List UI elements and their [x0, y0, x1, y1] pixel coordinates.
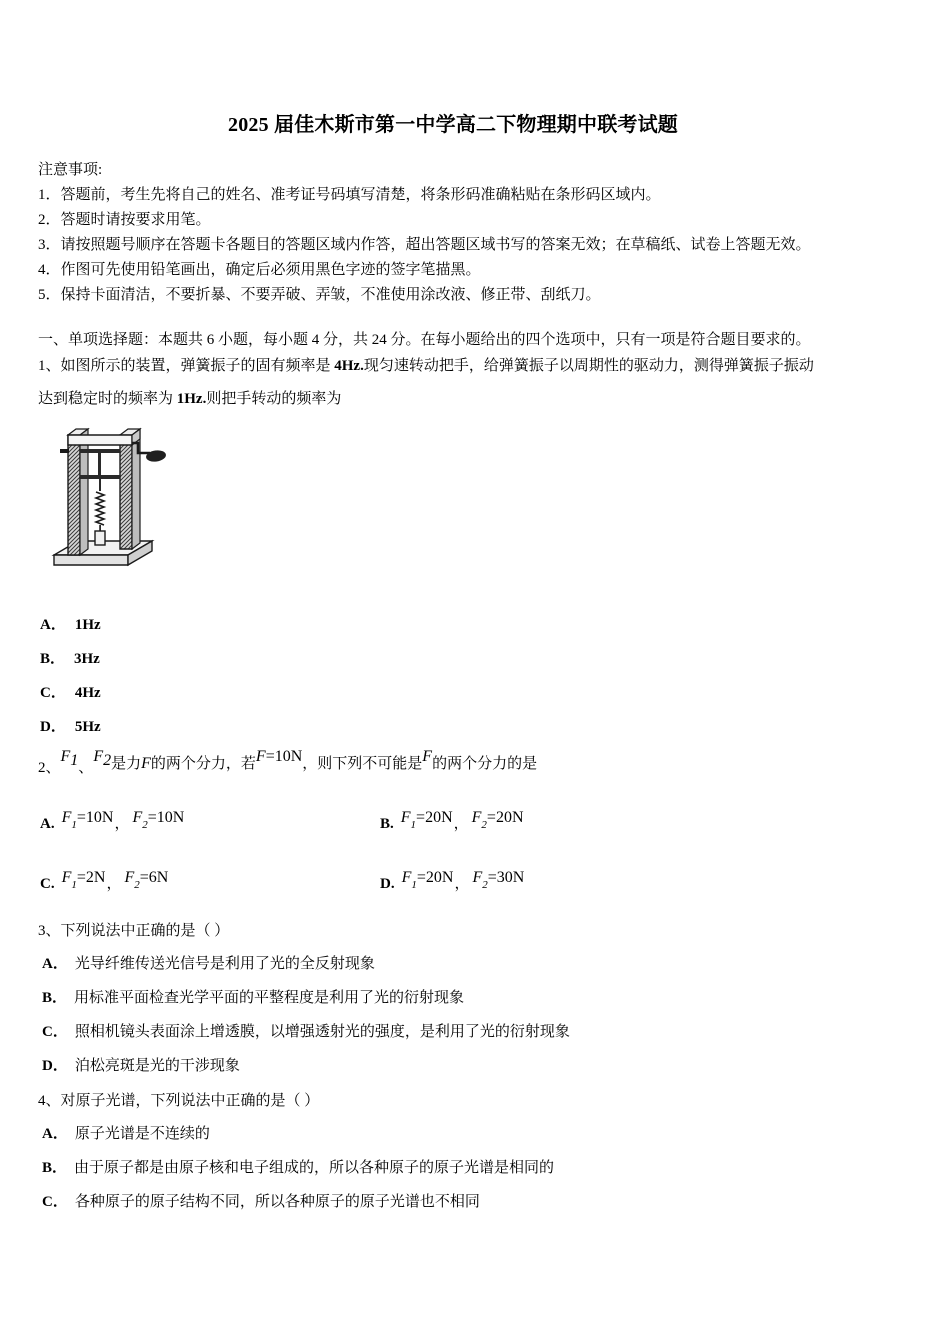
option-text: 泊松亮斑是光的干涉现象	[74, 1058, 240, 1074]
question-1-frequency-steady: 1Hz.	[176, 391, 207, 407]
question-1-stem	[38, 354, 814, 378]
question-3-option-c[interactable]	[42, 1021, 570, 1043]
question-2-text-2: 的两个分力，若	[150, 756, 256, 772]
option-text: 3Hz	[74, 651, 100, 667]
question-1-stem-line2	[38, 387, 341, 411]
option-var-right-sub: 2	[481, 819, 487, 831]
option-letter: D．	[42, 1058, 68, 1074]
notice-item: 2．答题时请按要求用笔。	[38, 212, 211, 228]
option-var-right-sub: 2	[142, 819, 148, 831]
question-4-option-c[interactable]	[42, 1191, 480, 1213]
question-3-option-a[interactable]	[42, 953, 375, 975]
question-2-var-f1-sub: 1	[70, 752, 79, 769]
question-1-stem-part1: 1、如图所示的装置，弹簧振子的固有频率是	[38, 358, 335, 374]
option-text: 4Hz	[74, 685, 101, 701]
option-value-right: =20N	[486, 809, 524, 826]
option-comma: ，	[114, 816, 130, 832]
page-title: 2025 届佳木斯市第一中学高二下物理期中联考试题	[228, 114, 678, 136]
option-letter: D.	[380, 876, 395, 892]
question-2-var-f2: F	[93, 748, 104, 765]
question-2-var-f2-sub: 2	[103, 752, 112, 769]
question-1-option-b[interactable]	[40, 648, 100, 670]
option-letter: B．	[42, 1160, 68, 1176]
option-var-right: F	[124, 869, 135, 886]
option-value-left: =10N	[76, 809, 114, 826]
option-letter: A．	[42, 1126, 68, 1142]
question-4-option-b[interactable]	[42, 1157, 554, 1179]
question-1-option-a[interactable]	[40, 614, 101, 636]
option-text: 光导纤维传送光信号是利用了光的全反射现象	[74, 956, 375, 972]
notice-item: 5．保持卡面清洁，不要折暴、不要弄破、弄皱，不准使用涂改液、修正带、刮纸刀。	[38, 287, 601, 303]
question-1-line2-part1: 达到稳定时的频率为	[38, 391, 177, 407]
question-2-text-4: 的两个分力的是	[432, 756, 538, 772]
question-2-option-c[interactable]	[40, 866, 169, 892]
option-value-left: =20N	[416, 869, 454, 886]
option-var-right: F	[472, 869, 483, 886]
option-text: 原子光谱是不连续的	[74, 1126, 210, 1142]
option-var-right-sub: 2	[134, 879, 140, 891]
option-var-right: F	[471, 809, 482, 826]
question-1-option-d[interactable]	[40, 716, 101, 738]
question-3-option-b[interactable]	[42, 987, 464, 1009]
option-letter: B．	[42, 990, 68, 1006]
question-2-equation: =10N	[265, 748, 303, 765]
question-1-stem-part2: 现匀速转动把手，给弹簧振子以周期性的驱动力，测得弹簧振子振动	[363, 358, 814, 374]
option-var-left: F	[61, 869, 72, 886]
option-value-right: =30N	[487, 869, 525, 886]
option-letter: D．	[40, 719, 66, 735]
question-2-var-f5: F	[422, 748, 433, 765]
question-4-stem: 4、对原子光谱，下列说法中正确的是（ ）	[38, 1093, 320, 1109]
option-value-right: =6N	[139, 869, 169, 886]
question-1-line2-part2: 则把手转动的频率为	[206, 391, 342, 407]
option-letter: B.	[380, 816, 394, 832]
option-var-right: F	[132, 809, 143, 826]
option-text: 由于原子都是由原子核和电子组成的，所以各种原子的原子光谱是相同的	[74, 1160, 555, 1176]
question-2-var-f4: F	[255, 748, 266, 765]
option-letter: A．	[40, 617, 66, 633]
question-3-stem: 3、下列说法中正确的是（ ）	[38, 923, 230, 939]
question-2-stem	[38, 748, 538, 780]
option-comma: ，	[453, 816, 469, 832]
question-2-option-a[interactable]	[40, 806, 185, 832]
option-var-left-sub: 1	[410, 819, 417, 831]
question-1-frequency-natural: 4Hz.	[334, 358, 364, 374]
question-2-text-3: ，则下列不可能是	[302, 756, 423, 772]
option-letter: C.	[40, 876, 55, 892]
question-2-number: 2、	[38, 760, 61, 776]
question-3-option-d[interactable]	[42, 1055, 240, 1077]
option-letter: C．	[40, 685, 66, 701]
notice-item: 3．请按照题号顺序在答题卡各题目的答题区域内作答，超出答题区域书写的答案无效；在草稿纸、试卷上答题无效。	[38, 237, 811, 253]
option-text: 1Hz	[74, 617, 101, 633]
option-letter: C．	[42, 1194, 68, 1210]
question-2-var-f3: F	[141, 755, 151, 772]
option-comma: ，	[106, 876, 122, 892]
option-var-left: F	[61, 809, 72, 826]
notice-heading: 注意事项:	[38, 162, 103, 178]
question-2-option-b[interactable]	[380, 806, 524, 832]
option-text: 照相机镜头表面涂上增透膜，以增强透射光的强度，是利用了光的衍射现象	[74, 1024, 570, 1040]
option-var-left-sub: 1	[411, 879, 417, 891]
option-letter: A.	[40, 816, 55, 832]
question-2-var-f1: F	[60, 748, 71, 765]
section-heading: 一、单项选择题：本题共 6 小题，每小题 4 分，共 24 分。在每小题给出的四个选项中，只有一项是符合题目要求的。	[38, 332, 811, 348]
spring-oscillator-apparatus-figure	[46, 423, 166, 583]
question-2-separator: 、	[78, 760, 94, 776]
option-text: 用标准平面检查光学平面的平整程度是利用了光的衍射现象	[74, 990, 465, 1006]
option-var-left: F	[401, 869, 412, 886]
notice-section	[38, 158, 918, 308]
option-letter: B．	[40, 651, 66, 667]
option-comma: ，	[454, 876, 470, 892]
option-var-left: F	[400, 809, 411, 826]
option-value-left: =20N	[416, 809, 453, 826]
option-text: 5Hz	[74, 719, 101, 735]
option-var-left-sub: 1	[71, 819, 77, 831]
option-value-left: =2N	[76, 869, 106, 886]
apparatus-diagram-icon	[46, 423, 166, 583]
question-4-option-a[interactable]	[42, 1123, 210, 1145]
notice-item: 4．作图可先使用铅笔画出，确定后必须用黑色字迹的签字笔描黑。	[38, 262, 481, 278]
question-2-option-d[interactable]	[380, 866, 525, 892]
option-letter: C．	[42, 1024, 68, 1040]
option-letter: A．	[42, 956, 68, 972]
notice-item: 1．答题前，考生先将自己的姓名、准考证号码填写清楚，将条形码准确粘贴在条形码区域内。	[38, 187, 661, 203]
question-1-option-c[interactable]	[40, 682, 101, 704]
option-var-left-sub: 1	[71, 879, 77, 891]
question-2-text-1: 是力	[111, 756, 142, 772]
option-text: 各种原子的原子结构不同，所以各种原子的原子光谱也不相同	[74, 1194, 480, 1210]
option-var-right-sub: 2	[482, 879, 488, 891]
option-value-right: =10N	[147, 809, 185, 826]
